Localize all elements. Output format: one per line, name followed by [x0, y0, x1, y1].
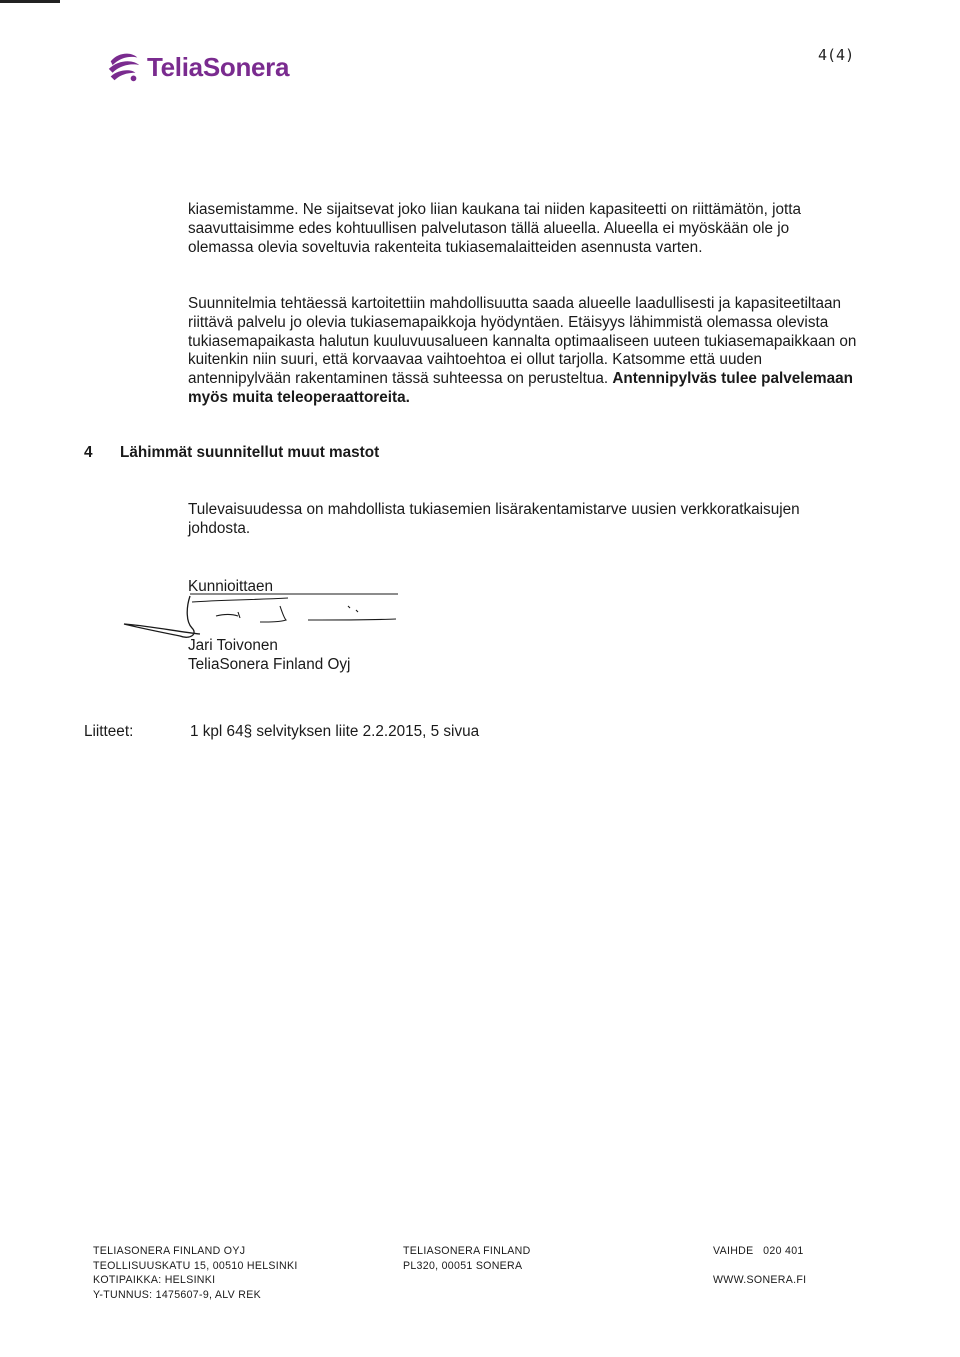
- footer-line: TELIASONERA FINLAND OYJ: [93, 1245, 246, 1257]
- teliasonera-logo-icon: [105, 48, 143, 86]
- footer-web: WWW.SONERA.FI: [713, 1274, 807, 1286]
- paragraph-2: [188, 295, 858, 408]
- attachments-text: 1 kpl 64§ selvityksen liite 2.2.2015, 5 sivua: [190, 723, 480, 740]
- signer-name: Jari Toivonen: [188, 636, 278, 654]
- brand-name: TeliaSonera: [147, 51, 290, 82]
- attachments-label: Liitteet:: [84, 723, 134, 740]
- footer-line: KOTIPAIKKA: HELSINKI: [93, 1274, 216, 1286]
- footer-line: TELIASONERA FINLAND: [403, 1245, 531, 1257]
- section-title: Lähimmät suunnitellut muut mastot: [120, 444, 380, 461]
- paragraph-2-bold: Antennipylväs tulee palvelemaan myös muita teleoperaattoreita.: [188, 370, 853, 406]
- footer-contact-info: [713, 1244, 806, 1288]
- top-edge-mark: [0, 0, 60, 3]
- paragraph-2-text: Suunnitelmia tehtäessä kartoitettiin mahdollisuutta saada alueelle laadullisesti ja kapasiteetiltaan riittävä palvelu jo olevia tukiasemapaikkoja hyödyntäen. Etäisyys lähimmistä olemassa olevista tukiasemapaikasta halutun kuuluvuusalueen kannalta optimaaliseen uuteen tukiasemapaikkaan on kuitenkin niin suuri, että korvaavaa vaihtoehtoa ei ollut tarjolla. Katsomme että uuden antennipylvään rakentaminen tässä suhteessa on perusteltua.: [188, 295, 857, 388]
- signature-block: [188, 577, 350, 675]
- page-number: 4(4): [818, 46, 855, 64]
- company-logo: [105, 48, 289, 86]
- footer-line: PL320, 00051 SONERA: [403, 1259, 523, 1272]
- footer-phone: VAIHDE 020 401: [713, 1245, 804, 1257]
- paragraph-3: Tulevaisuudessa on mahdollista tukiasemien lisärakentamistarve uusien verkkoratkaisujen johdosta.: [188, 501, 800, 537]
- section-heading: [84, 444, 379, 462]
- footer-line: Y-TUNNUS: 1475607-9, ALV REK: [93, 1288, 261, 1301]
- footer-company-info: [93, 1244, 298, 1302]
- section-number: 4: [84, 444, 93, 461]
- footer-postal-info: [403, 1244, 531, 1273]
- paragraph-1: kiasemistamme. Ne sijaitsevat joko liian kaukana tai niiden kapasiteetti on riittämätön, jotta saavuttaisimme edes kohtuullisen palvelutason tällä alueella. Alueella ei myöskään ole jo olemassa olevia soveltuvia rakenteita tukiasemalaitteiden asennusta varten.: [188, 201, 802, 256]
- closing: Kunnioittaen: [188, 578, 274, 595]
- footer-line: TEOLLISUUSKATU 15, 00510 HELSINKI: [93, 1259, 298, 1272]
- signer-company: TeliaSonera Finland Oyj: [188, 656, 351, 673]
